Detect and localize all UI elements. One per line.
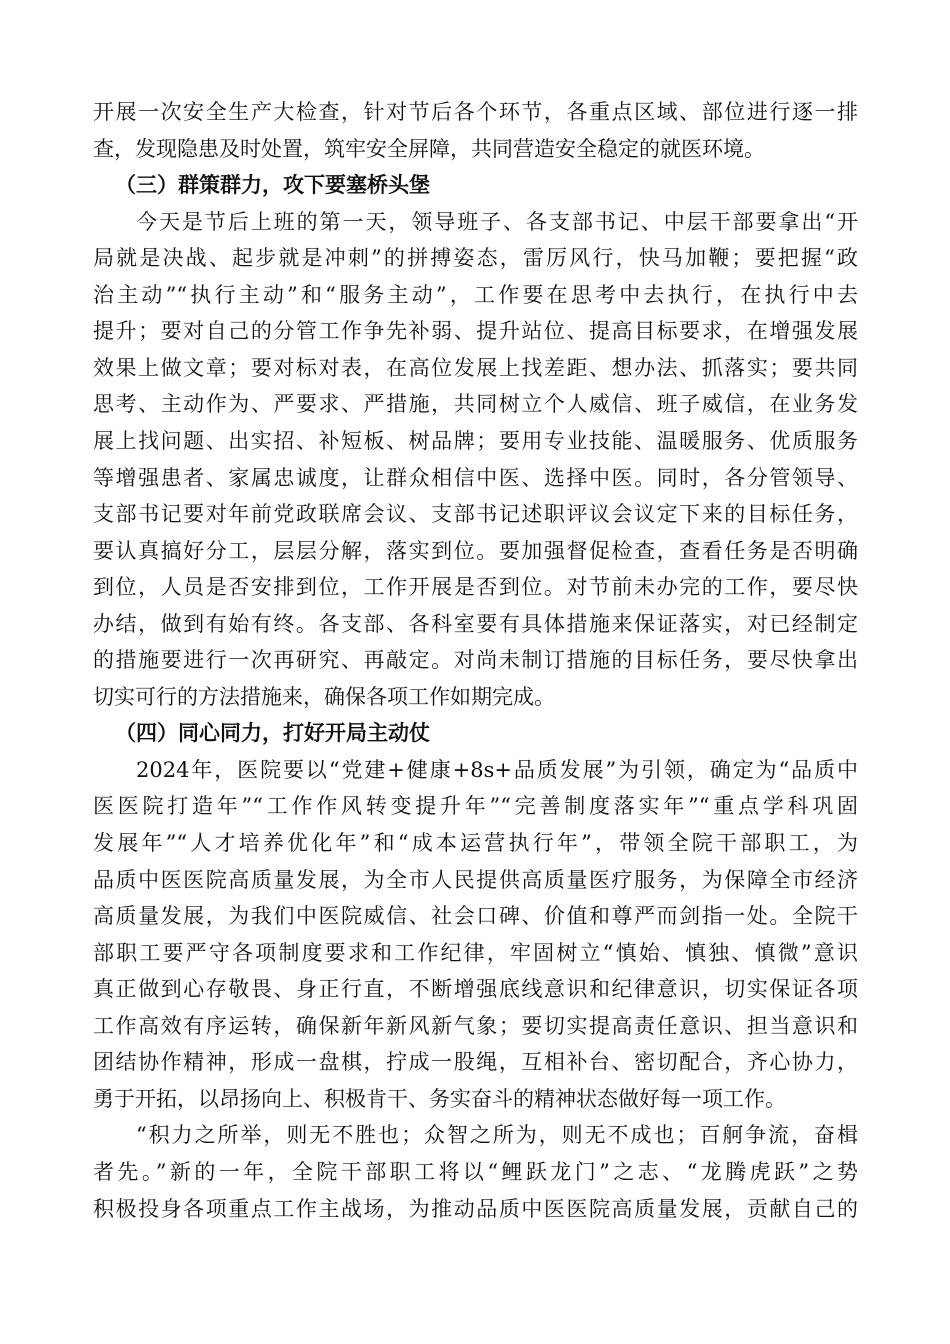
text-line: 高质量发展，为我们中医院威信、社会口碑、价值和尊严而剑指一处。全院干 bbox=[93, 904, 858, 929]
text-line: 勇于开拓，以昂扬向上、积极肯干、务实奋斗的精神状态做好每一项工作。 bbox=[93, 1086, 786, 1111]
text-line: 品质中医医院高质量发展，为全市人民提供高质量医疗服务，为保障全市经济 bbox=[93, 867, 858, 892]
text-line: 工作高效有序运转，确保新年新风新气象；要切实提高责任意识、担当意识和 bbox=[93, 1013, 858, 1038]
text-line: 局就是决战、起步就是冲刺”的拼搏姿态，雷厉风行，快马加鞭；要把握“政 bbox=[93, 246, 858, 271]
text-line: 部职工要严守各项制度要求和工作纪律，牢固树立“慎始、慎独、慎微”意识 bbox=[93, 940, 858, 965]
text-line: 到位，人员是否安排到位，工作开展是否到位。对节前未办完的工作，要尽快 bbox=[93, 575, 858, 600]
text-line: 团结协作精神，形成一盘棋，拧成一股绳，互相补台、密切配合，齐心协力， bbox=[93, 1050, 858, 1075]
text-line: 办结，做到有始有终。各支部、各科室要有具体措施来保证落实，对已经制定 bbox=[93, 611, 858, 636]
text-line: 的措施要进行一次再研究、再敲定。对尚未制订措施的目标任务，要尽快拿出 bbox=[93, 648, 858, 673]
text-line: 发展年”“人才培养优化年”和“成本运营执行年”，带领全院干部职工，为 bbox=[93, 831, 858, 855]
text-line: 开展一次安全生产大检查，针对节后各个环节，各重点区域、部位进行逐一排 bbox=[93, 100, 858, 124]
text-line: “积力之所举，则无不胜也；众智之所为，则无不成也；百舸争流，奋楫 bbox=[136, 1123, 858, 1148]
text-line: 等增强患者、家属忠诚度，让群众相信中医、选择中医。同时，各分管领导、 bbox=[93, 465, 858, 490]
text-line: 支部书记要对年前党政联席会议、支部书记述职评议会议定下来的目标任务， bbox=[93, 502, 858, 527]
text-line: 者先。”新的一年，全院干部职工将以“鲤跃龙门”之志、“龙腾虎跃”之势 bbox=[93, 1159, 858, 1184]
section-heading: （三）群策群力，攻下要塞桥头堡 bbox=[115, 172, 430, 198]
text-line: 要认真搞好分工，层层分解，落实到位。要加强督促检查，查看任务是否明确 bbox=[93, 538, 858, 563]
text-line: 效果上做文章；要对标对表，在高位发展上找差距、想办法、抓落实；要共同 bbox=[93, 355, 858, 380]
text-line: 切实可行的方法措施来，确保各项工作如期完成。 bbox=[93, 684, 555, 709]
text-line: 思考、主动作为、严要求、严措施，共同树立个人威信、班子威信，在业务发 bbox=[93, 392, 858, 417]
text-line: 提升；要对自己的分管工作争先补弱、提升站位、提高目标要求，在增强发展 bbox=[93, 319, 858, 344]
text-line: 展上找问题、出实招、补短板、树品牌；要用专业技能、温暖服务、优质服务 bbox=[93, 428, 858, 453]
text-line: 治主动”“执行主动”和“服务主动”，工作要在思考中去执行，在执行中去 bbox=[93, 282, 858, 307]
text-line: 2024年，医院要以“党建+健康+8s+品质发展”为引领，确定为“品质中 bbox=[136, 757, 858, 782]
section-heading: （四）同心同力，打好开局主动仗 bbox=[115, 720, 430, 746]
text-line: 真正做到心存敬畏、身正行直，不断增强底线意识和纪律意识，切实保证各项 bbox=[93, 977, 858, 1002]
text-line: 医医院打造年”“工作作风转变提升年”“完善制度落实年”“重点学科巩固 bbox=[93, 794, 858, 819]
text-line: 查，发现隐患及时处置，筑牢安全屏障，共同营造安全稳定的就医环境。 bbox=[93, 136, 765, 161]
text-line: 今天是节后上班的第一天，领导班子、各支部书记、中层干部要拿出“开 bbox=[136, 209, 858, 234]
text-line: 积极投身各项重点工作主战场，为推动品质中医医院高质量发展，贡献自己的 bbox=[93, 1196, 858, 1221]
